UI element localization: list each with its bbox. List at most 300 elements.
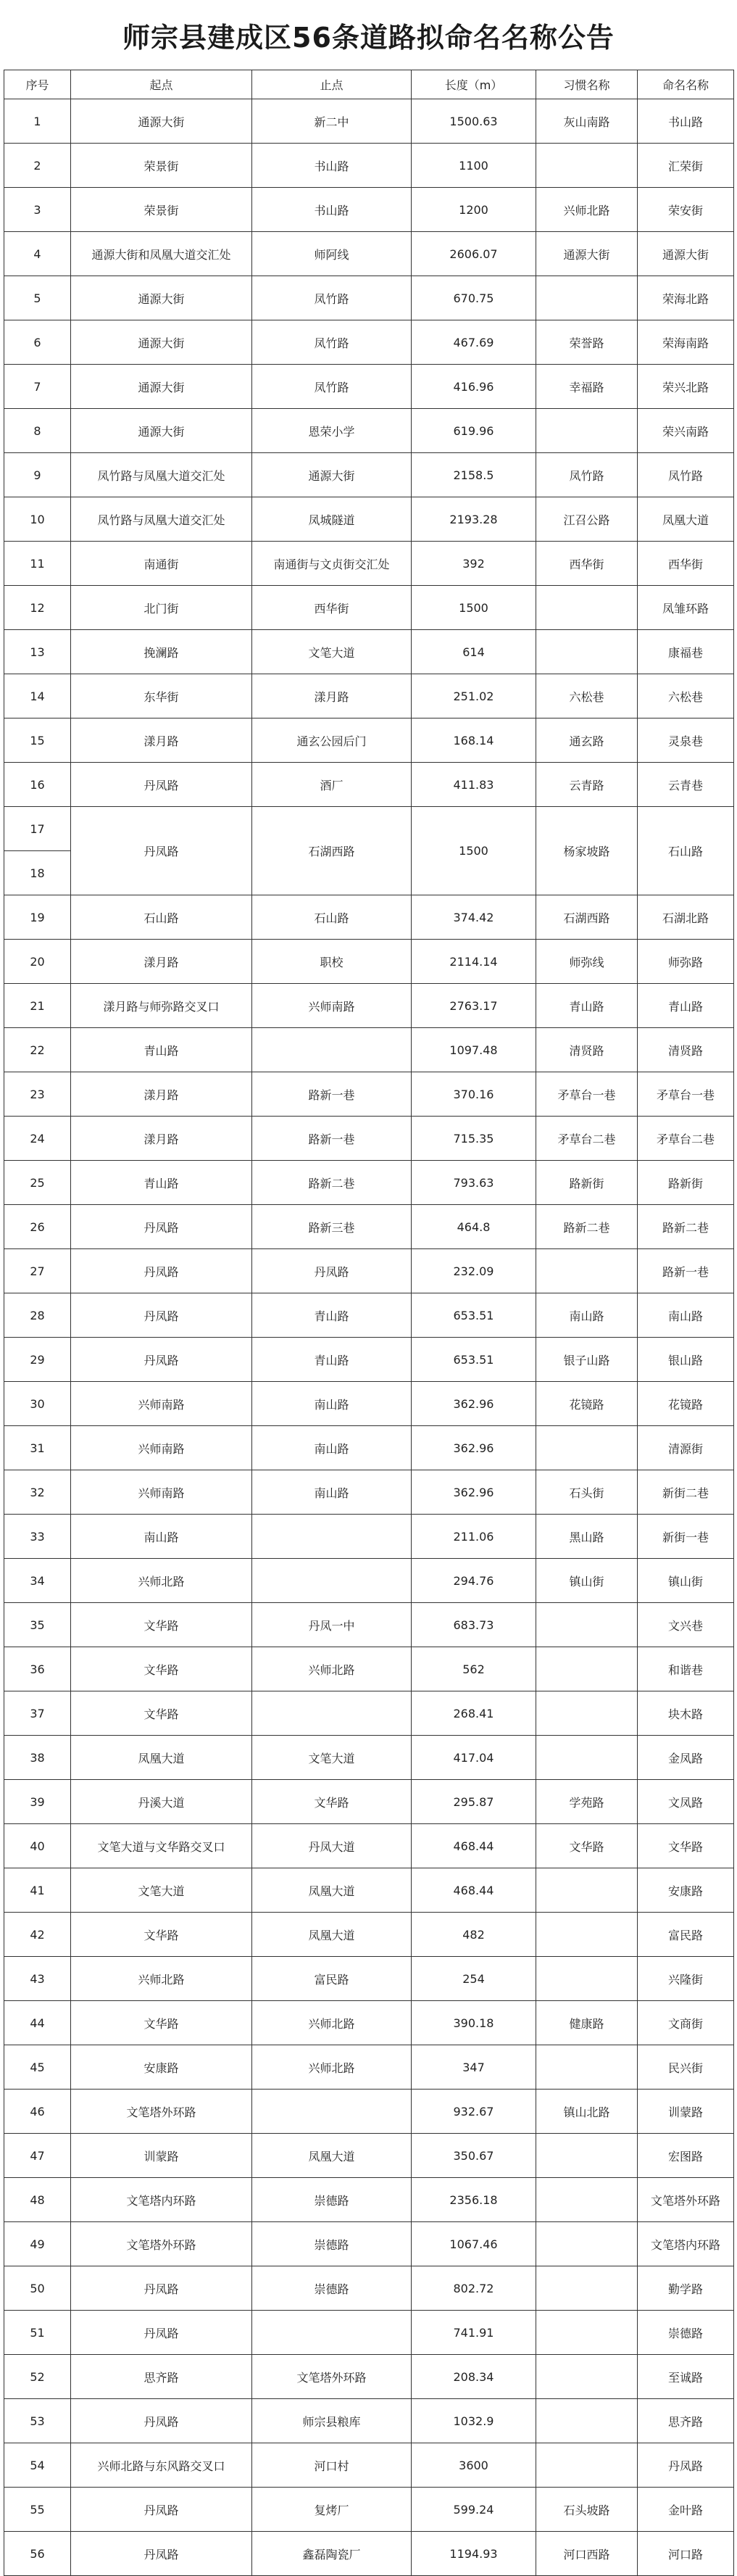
cell-official-name: 镇山街 xyxy=(638,1559,734,1603)
cell-length: 1500 xyxy=(412,586,536,630)
cell-official-name: 书山路 xyxy=(638,99,734,144)
cell-official-name: 通源大街 xyxy=(638,232,734,276)
table-row xyxy=(4,1028,734,1072)
cell-seq: 1 xyxy=(4,99,71,144)
cell-end: 职校 xyxy=(252,940,412,984)
cell-start: 文笔塔外环路 xyxy=(71,2222,252,2266)
cell-customary-name: 荣誉路 xyxy=(536,320,638,365)
cell-start: 丹凤路 xyxy=(71,807,252,895)
cell-length: 417.04 xyxy=(412,1736,536,1780)
cell-start: 通源大街 xyxy=(71,365,252,409)
cell-official-name: 清贤路 xyxy=(638,1028,734,1072)
cell-end: 恩荣小学 xyxy=(252,409,412,453)
cell-customary-name: 石湖西路 xyxy=(536,895,638,940)
cell-end: 文笔塔外环路 xyxy=(252,2355,412,2399)
cell-length: 362.96 xyxy=(412,1382,536,1426)
cell-customary-name xyxy=(536,2222,638,2266)
cell-official-name: 凤雏环路 xyxy=(638,586,734,630)
cell-length: 793.63 xyxy=(412,1161,536,1205)
table-row xyxy=(4,1824,734,1868)
table-row xyxy=(4,2311,734,2355)
cell-length: 390.18 xyxy=(412,2001,536,2045)
cell-seq: 3 xyxy=(4,188,71,232)
cell-seq: 53 xyxy=(4,2399,71,2443)
cell-end: 兴师北路 xyxy=(252,2045,412,2090)
cell-official-name: 至诚路 xyxy=(638,2355,734,2399)
cell-length: 268.41 xyxy=(412,1691,536,1736)
cell-start: 安康路 xyxy=(71,2045,252,2090)
cell-customary-name: 杨家坡路 xyxy=(536,807,638,895)
table-row xyxy=(4,542,734,586)
cell-customary-name: 路新二巷 xyxy=(536,1205,638,1249)
cell-end: 路新一巷 xyxy=(252,1072,412,1117)
cell-length: 653.51 xyxy=(412,1293,536,1338)
cell-customary-name: 青山路 xyxy=(536,984,638,1028)
cell-customary-name: 兴师北路 xyxy=(536,188,638,232)
cell-customary-name xyxy=(536,586,638,630)
cell-end: 文华路 xyxy=(252,1780,412,1824)
cell-official-name: 石湖北路 xyxy=(638,895,734,940)
table-row xyxy=(4,940,734,984)
table-row xyxy=(4,1957,734,2001)
cell-start: 丹凤路 xyxy=(71,1249,252,1293)
cell-end xyxy=(252,1515,412,1559)
cell-end: 南通街与文贞街交汇处 xyxy=(252,542,412,586)
cell-start: 思齐路 xyxy=(71,2355,252,2399)
cell-length: 254 xyxy=(412,1957,536,2001)
cell-start: 漾月路 xyxy=(71,1117,252,1161)
cell-start: 石山路 xyxy=(71,895,252,940)
table-row xyxy=(4,1072,734,1117)
table-row xyxy=(4,2090,734,2134)
cell-length: 683.73 xyxy=(412,1603,536,1647)
cell-official-name: 矛草台一巷 xyxy=(638,1072,734,1117)
cell-customary-name xyxy=(536,1691,638,1736)
cell-customary-name xyxy=(536,1647,638,1691)
cell-official-name: 金叶路 xyxy=(638,2488,734,2532)
cell-length: 208.34 xyxy=(412,2355,536,2399)
cell-customary-name: 路新街 xyxy=(536,1161,638,1205)
cell-seq: 33 xyxy=(4,1515,71,1559)
table-row xyxy=(4,188,734,232)
cell-length: 1200 xyxy=(412,188,536,232)
cell-start: 凤竹路与凤凰大道交汇处 xyxy=(71,453,252,497)
cell-customary-name: 西华街 xyxy=(536,542,638,586)
cell-official-name: 训蒙路 xyxy=(638,2090,734,2134)
cell-official-name: 矛草台二巷 xyxy=(638,1117,734,1161)
cell-seq: 54 xyxy=(4,2443,71,2488)
cell-customary-name xyxy=(536,1957,638,2001)
cell-start: 青山路 xyxy=(71,1028,252,1072)
cell-start: 漾月路 xyxy=(71,940,252,984)
table-row xyxy=(4,99,734,144)
cell-seq: 2 xyxy=(4,144,71,188)
cell-seq: 14 xyxy=(4,674,71,718)
cell-start: 漾月路 xyxy=(71,1072,252,1117)
cell-start: 凤竹路与凤凰大道交汇处 xyxy=(71,497,252,542)
table-row xyxy=(4,2399,734,2443)
cell-official-name: 和谐巷 xyxy=(638,1647,734,1691)
cell-end: 凤凰大道 xyxy=(252,1868,412,1913)
cell-length: 362.96 xyxy=(412,1426,536,1470)
cell-official-name: 路新二巷 xyxy=(638,1205,734,1249)
cell-customary-name: 镇山街 xyxy=(536,1559,638,1603)
cell-length: 1032.9 xyxy=(412,2399,536,2443)
table-row xyxy=(4,586,734,630)
table-header xyxy=(4,70,734,99)
cell-start: 兴师北路 xyxy=(71,1957,252,2001)
cell-length: 2606.07 xyxy=(412,232,536,276)
cell-end: 南山路 xyxy=(252,1470,412,1515)
cell-end: 漾月路 xyxy=(252,674,412,718)
cell-customary-name xyxy=(536,1249,638,1293)
cell-official-name: 荣海南路 xyxy=(638,320,734,365)
cell-end: 凤城隧道 xyxy=(252,497,412,542)
cell-end: 文笔大道 xyxy=(252,1736,412,1780)
cell-length: 670.75 xyxy=(412,276,536,320)
cell-customary-name xyxy=(536,2266,638,2311)
cell-official-name: 花镜路 xyxy=(638,1382,734,1426)
cell-official-name: 灵泉巷 xyxy=(638,718,734,763)
cell-seq: 32 xyxy=(4,1470,71,1515)
cell-start: 北门街 xyxy=(71,586,252,630)
header-row xyxy=(4,70,734,99)
cell-customary-name: 石头坡路 xyxy=(536,2488,638,2532)
cell-customary-name xyxy=(536,2178,638,2222)
cell-official-name: 兴隆街 xyxy=(638,1957,734,2001)
cell-start: 文华路 xyxy=(71,1647,252,1691)
cell-official-name: 荣安街 xyxy=(638,188,734,232)
header-customary-name: 习惯名称 xyxy=(536,70,638,99)
cell-length: 2763.17 xyxy=(412,984,536,1028)
cell-seq: 25 xyxy=(4,1161,71,1205)
cell-seq: 31 xyxy=(4,1426,71,1470)
road-naming-table xyxy=(4,70,734,2576)
cell-seq: 55 xyxy=(4,2488,71,2532)
table-row xyxy=(4,1426,734,1470)
cell-customary-name xyxy=(536,1603,638,1647)
cell-start: 兴师北路 xyxy=(71,1559,252,1603)
cell-start: 兴师北路与东风路交叉口 xyxy=(71,2443,252,2488)
cell-end: 鑫磊陶瓷厂 xyxy=(252,2532,412,2576)
cell-official-name: 文华路 xyxy=(638,1824,734,1868)
cell-customary-name xyxy=(536,1913,638,1957)
cell-customary-name xyxy=(536,2311,638,2355)
cell-end: 青山路 xyxy=(252,1338,412,1382)
cell-customary-name xyxy=(536,2355,638,2399)
cell-length: 482 xyxy=(412,1913,536,1957)
cell-official-name: 路新一巷 xyxy=(638,1249,734,1293)
cell-length: 347 xyxy=(412,2045,536,2090)
cell-length: 411.83 xyxy=(412,763,536,807)
cell-length: 741.91 xyxy=(412,2311,536,2355)
cell-length: 392 xyxy=(412,542,536,586)
cell-length: 468.44 xyxy=(412,1868,536,1913)
table-row xyxy=(4,1515,734,1559)
cell-seq: 11 xyxy=(4,542,71,586)
cell-length: 1500 xyxy=(412,807,536,895)
cell-start: 荣景街 xyxy=(71,144,252,188)
cell-customary-name: 幸福路 xyxy=(536,365,638,409)
cell-customary-name xyxy=(536,630,638,674)
cell-seq: 21 xyxy=(4,984,71,1028)
cell-start: 兴师南路 xyxy=(71,1426,252,1470)
cell-customary-name: 健康路 xyxy=(536,2001,638,2045)
cell-seq: 24 xyxy=(4,1117,71,1161)
cell-seq: 38 xyxy=(4,1736,71,1780)
cell-official-name: 文笔塔内环路 xyxy=(638,2222,734,2266)
cell-length: 370.16 xyxy=(412,1072,536,1117)
cell-official-name: 思齐路 xyxy=(638,2399,734,2443)
cell-seq: 52 xyxy=(4,2355,71,2399)
table-row xyxy=(4,763,734,807)
table-row xyxy=(4,2001,734,2045)
table-row xyxy=(4,409,734,453)
table-row xyxy=(4,497,734,542)
cell-end: 新二中 xyxy=(252,99,412,144)
cell-customary-name: 银子山路 xyxy=(536,1338,638,1382)
cell-seq: 43 xyxy=(4,1957,71,2001)
cell-end: 凤竹路 xyxy=(252,276,412,320)
cell-end: 通玄公园后门 xyxy=(252,718,412,763)
table-row xyxy=(4,2532,734,2576)
table-row xyxy=(4,144,734,188)
table-row xyxy=(4,320,734,365)
cell-end: 凤竹路 xyxy=(252,365,412,409)
cell-official-name: 勤学路 xyxy=(638,2266,734,2311)
cell-official-name: 青山路 xyxy=(638,984,734,1028)
cell-start: 南通街 xyxy=(71,542,252,586)
cell-length: 232.09 xyxy=(412,1249,536,1293)
cell-customary-name: 通玄路 xyxy=(536,718,638,763)
cell-end xyxy=(252,1559,412,1603)
cell-customary-name: 河口西路 xyxy=(536,2532,638,2576)
header-length: 长度（m） xyxy=(412,70,536,99)
cell-end: 南山路 xyxy=(252,1426,412,1470)
cell-length: 599.24 xyxy=(412,2488,536,2532)
cell-seq: 56 xyxy=(4,2532,71,2576)
cell-seq: 29 xyxy=(4,1338,71,1382)
table-row xyxy=(4,1293,734,1338)
cell-start: 漾月路与师弥路交叉口 xyxy=(71,984,252,1028)
table-row xyxy=(4,2045,734,2090)
table-row xyxy=(4,1249,734,1293)
cell-seq: 51 xyxy=(4,2311,71,2355)
table-row xyxy=(4,2488,734,2532)
header-end: 止点 xyxy=(252,70,412,99)
cell-customary-name: 文华路 xyxy=(536,1824,638,1868)
cell-start: 凤凰大道 xyxy=(71,1736,252,1780)
cell-end: 石山路 xyxy=(252,895,412,940)
cell-end: 丹凤大道 xyxy=(252,1824,412,1868)
cell-official-name: 汇荣街 xyxy=(638,144,734,188)
table-row xyxy=(4,2355,734,2399)
cell-start: 丹凤路 xyxy=(71,1205,252,1249)
cell-end: 丹凤一中 xyxy=(252,1603,412,1647)
table-body xyxy=(4,99,734,2576)
cell-length: 2158.5 xyxy=(412,453,536,497)
cell-start: 丹凤路 xyxy=(71,2399,252,2443)
cell-length: 211.06 xyxy=(412,1515,536,1559)
cell-official-name: 文笔塔外环路 xyxy=(638,2178,734,2222)
cell-start: 文笔塔外环路 xyxy=(71,2090,252,2134)
cell-start: 丹凤路 xyxy=(71,2266,252,2311)
cell-end: 书山路 xyxy=(252,188,412,232)
cell-seq: 23 xyxy=(4,1072,71,1117)
cell-end: 石湖西路 xyxy=(252,807,412,895)
cell-length: 464.8 xyxy=(412,1205,536,1249)
cell-seq: 49 xyxy=(4,2222,71,2266)
cell-customary-name xyxy=(536,2443,638,2488)
cell-end: 通源大街 xyxy=(252,453,412,497)
cell-customary-name xyxy=(536,1736,638,1780)
cell-end xyxy=(252,2311,412,2355)
cell-start: 挽澜路 xyxy=(71,630,252,674)
cell-seq: 13 xyxy=(4,630,71,674)
cell-length: 1500.63 xyxy=(412,99,536,144)
cell-official-name: 清源街 xyxy=(638,1426,734,1470)
cell-end: 富民路 xyxy=(252,1957,412,2001)
cell-start: 丹凤路 xyxy=(71,763,252,807)
cell-start: 文笔塔内环路 xyxy=(71,2178,252,2222)
cell-seq: 5 xyxy=(4,276,71,320)
cell-length: 467.69 xyxy=(412,320,536,365)
cell-start: 漾月路 xyxy=(71,718,252,763)
cell-customary-name: 云青路 xyxy=(536,763,638,807)
table-row xyxy=(4,276,734,320)
cell-end: 青山路 xyxy=(252,1293,412,1338)
cell-start: 通源大街 xyxy=(71,99,252,144)
cell-official-name: 西华街 xyxy=(638,542,734,586)
table-row xyxy=(4,2134,734,2178)
table-row xyxy=(4,1868,734,1913)
cell-start: 丹凤路 xyxy=(71,1293,252,1338)
cell-seq: 8 xyxy=(4,409,71,453)
cell-customary-name: 黑山路 xyxy=(536,1515,638,1559)
cell-seq: 40 xyxy=(4,1824,71,1868)
cell-official-name: 新街一巷 xyxy=(638,1515,734,1559)
cell-customary-name xyxy=(536,144,638,188)
cell-length: 468.44 xyxy=(412,1824,536,1868)
cell-length: 802.72 xyxy=(412,2266,536,2311)
cell-seq: 46 xyxy=(4,2090,71,2134)
cell-start: 丹凤路 xyxy=(71,1338,252,1382)
cell-customary-name: 灰山南路 xyxy=(536,99,638,144)
cell-end: 路新三巷 xyxy=(252,1205,412,1249)
cell-length: 932.67 xyxy=(412,2090,536,2134)
cell-end: 文笔大道 xyxy=(252,630,412,674)
cell-official-name: 凤竹路 xyxy=(638,453,734,497)
cell-start: 文笔大道 xyxy=(71,1868,252,1913)
cell-seq: 10 xyxy=(4,497,71,542)
cell-official-name: 云青巷 xyxy=(638,763,734,807)
cell-seq: 37 xyxy=(4,1691,71,1736)
cell-end: 崇德路 xyxy=(252,2222,412,2266)
cell-customary-name: 学苑路 xyxy=(536,1780,638,1824)
cell-start: 文华路 xyxy=(71,1691,252,1736)
cell-customary-name: 石头街 xyxy=(536,1470,638,1515)
cell-seq: 17 xyxy=(4,807,71,851)
cell-length: 2193.28 xyxy=(412,497,536,542)
cell-start: 通源大街 xyxy=(71,409,252,453)
cell-seq: 50 xyxy=(4,2266,71,2311)
cell-end xyxy=(252,1691,412,1736)
cell-start: 文华路 xyxy=(71,2001,252,2045)
cell-end: 师宗县粮库 xyxy=(252,2399,412,2443)
table-row xyxy=(4,453,734,497)
table-row xyxy=(4,1470,734,1515)
cell-seq: 19 xyxy=(4,895,71,940)
cell-official-name: 银山路 xyxy=(638,1338,734,1382)
table-row xyxy=(4,630,734,674)
cell-end: 西华街 xyxy=(252,586,412,630)
cell-start: 丹凤路 xyxy=(71,2532,252,2576)
cell-customary-name: 南山路 xyxy=(536,1293,638,1338)
cell-seq: 7 xyxy=(4,365,71,409)
cell-customary-name: 镇山北路 xyxy=(536,2090,638,2134)
cell-start: 文笔大道与文华路交叉口 xyxy=(71,1824,252,1868)
table-row xyxy=(4,2443,734,2488)
table-row xyxy=(4,2178,734,2222)
cell-seq: 6 xyxy=(4,320,71,365)
cell-length: 1097.48 xyxy=(412,1028,536,1072)
cell-end xyxy=(252,1028,412,1072)
cell-customary-name: 花镜路 xyxy=(536,1382,638,1426)
cell-seq: 48 xyxy=(4,2178,71,2222)
table-row xyxy=(4,2266,734,2311)
cell-end: 师阿线 xyxy=(252,232,412,276)
cell-customary-name xyxy=(536,2399,638,2443)
cell-end: 崇德路 xyxy=(252,2178,412,2222)
table-row xyxy=(4,1736,734,1780)
cell-seq: 4 xyxy=(4,232,71,276)
table-row xyxy=(4,1913,734,1957)
table-row xyxy=(4,1117,734,1161)
cell-start: 丹凤路 xyxy=(71,2488,252,2532)
cell-official-name: 师弥路 xyxy=(638,940,734,984)
cell-start: 青山路 xyxy=(71,1161,252,1205)
cell-official-name: 文兴巷 xyxy=(638,1603,734,1647)
table-row xyxy=(4,895,734,940)
table-row xyxy=(4,1603,734,1647)
header-seq: 序号 xyxy=(4,70,71,99)
cell-start: 文华路 xyxy=(71,1913,252,1957)
cell-length: 251.02 xyxy=(412,674,536,718)
cell-start: 兴师南路 xyxy=(71,1470,252,1515)
cell-length: 2114.14 xyxy=(412,940,536,984)
cell-seq: 44 xyxy=(4,2001,71,2045)
cell-seq: 36 xyxy=(4,1647,71,1691)
table-row xyxy=(4,1205,734,1249)
cell-length: 619.96 xyxy=(412,409,536,453)
cell-official-name: 荣海北路 xyxy=(638,276,734,320)
cell-official-name: 河口路 xyxy=(638,2532,734,2576)
cell-official-name: 文凤路 xyxy=(638,1780,734,1824)
cell-seq: 47 xyxy=(4,2134,71,2178)
table-row xyxy=(4,1559,734,1603)
cell-official-name: 文商街 xyxy=(638,2001,734,2045)
cell-seq: 41 xyxy=(4,1868,71,1913)
cell-length: 1100 xyxy=(412,144,536,188)
cell-official-name: 石山路 xyxy=(638,807,734,895)
cell-end xyxy=(252,2090,412,2134)
cell-seq: 16 xyxy=(4,763,71,807)
cell-seq: 28 xyxy=(4,1293,71,1338)
cell-customary-name xyxy=(536,1426,638,1470)
cell-start: 通源大街和凤凰大道交汇处 xyxy=(71,232,252,276)
cell-customary-name xyxy=(536,2134,638,2178)
cell-end: 兴师南路 xyxy=(252,984,412,1028)
